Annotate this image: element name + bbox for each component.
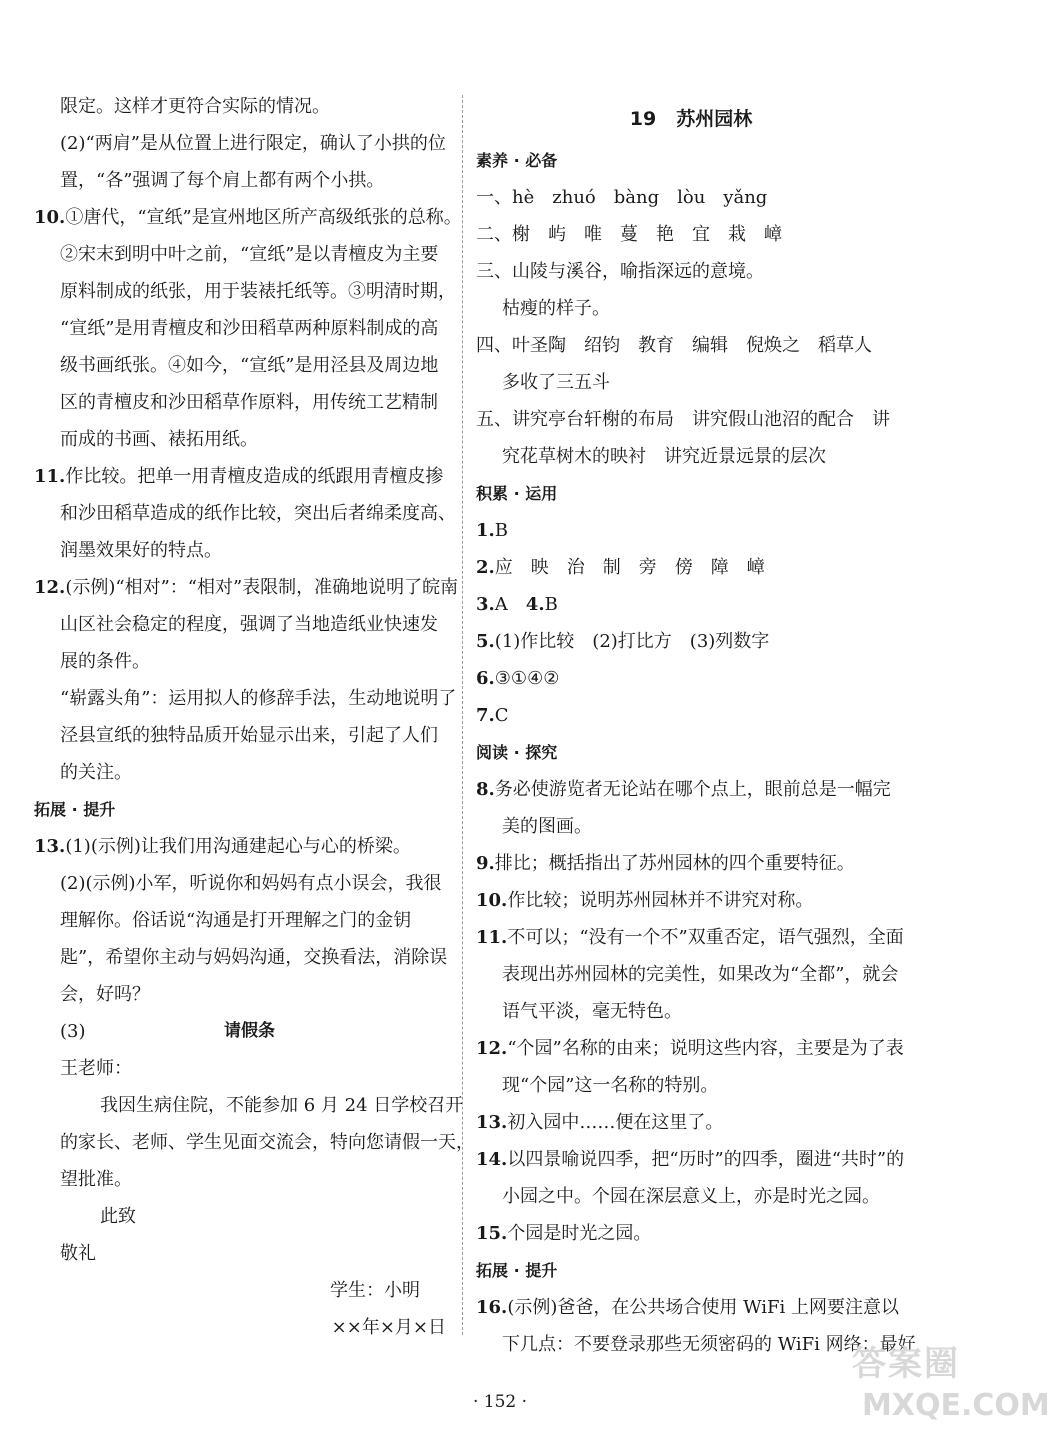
- answer-text: 区的青檀皮和沙田稻草作原料，用传统工艺精制: [60, 392, 438, 413]
- answer-text: 务必使游览者无论站在哪个点上，眼前总是一幅完: [494, 779, 891, 800]
- answer-text: A: [494, 594, 526, 615]
- answer-line: [476, 1326, 916, 1363]
- answer-text: 小园之中。个园在深层意义上，亦是时光之园。: [502, 1186, 880, 1207]
- answer-text: 应 映 治 制 旁 傍 障 嶂: [494, 557, 765, 578]
- answer-number: 10.: [476, 890, 508, 911]
- answer-line: [34, 458, 452, 495]
- answer-line: [34, 902, 452, 939]
- answer-text: 四、叶圣陶 绍钧 教育 编辑 倪焕之 稻草人: [476, 335, 872, 356]
- answer-number: 6.: [476, 668, 495, 689]
- watermark-url: MXQE.COM: [862, 1388, 1050, 1423]
- answer-line: [476, 549, 906, 586]
- answer-text: 表现出苏州园林的完美性，如果改为“全都”，就会: [502, 964, 899, 985]
- answer-line: [34, 88, 452, 125]
- answer-line: [476, 697, 906, 734]
- answer-number: 12.: [476, 1038, 508, 1059]
- answer-text: 枯瘦的样子。: [502, 298, 610, 319]
- section-heading: 素养 · 必备: [476, 151, 558, 170]
- answer-line: [476, 993, 906, 1030]
- answer-line: [476, 401, 906, 438]
- answer-line: [34, 236, 452, 273]
- answer-text: “崭露头角”：运用拟人的修辞手法，生动地说明了: [60, 688, 457, 709]
- answer-number: 14.: [476, 1149, 508, 1170]
- answer-text: 泾县宣纸的独特品质开始显示出来，引起了人们: [60, 725, 438, 746]
- answer-text: 级书画纸张。④如今，“宣纸”是用泾县及周边地: [60, 355, 439, 376]
- answer-text: 下几点：不要登录那些无须密码的 WiFi 网络；最好: [502, 1334, 916, 1355]
- answer-line: [476, 919, 906, 956]
- answer-line: [476, 771, 906, 808]
- answer-line: [34, 125, 452, 162]
- answer-line: [476, 1178, 906, 1215]
- left-column: [34, 88, 474, 1346]
- answer-number: 9.: [476, 853, 495, 874]
- leave-note-title: 请假条: [224, 1021, 275, 1041]
- answer-number: 3.: [476, 594, 495, 615]
- answer-line: [34, 828, 452, 865]
- answer-number: 7.: [476, 705, 495, 726]
- answer-line: [476, 179, 906, 216]
- answer-text: 初入园中……便在这里了。: [507, 1112, 724, 1133]
- answer-line: [476, 956, 906, 993]
- answer-text: 作比较；说明苏州园林并不讲究对称。: [507, 890, 814, 911]
- answer-text: 和沙田稻草造成的纸作比较，突出后者绵柔度高、: [60, 503, 456, 524]
- answer-line: [34, 606, 452, 643]
- answer-text: 而成的书画、裱拓用纸。: [60, 429, 258, 450]
- answer-text: 的关注。: [60, 762, 132, 783]
- answer-line: [476, 290, 906, 327]
- answer-line: [476, 512, 906, 549]
- answer-line: [34, 495, 456, 532]
- answer-text: 匙”，希望你主动与妈妈沟通，交换看法，消除误: [60, 947, 448, 968]
- answer-text: 排比；概括指出了苏州园林的四个重要特征。: [494, 853, 855, 874]
- answer-number: 4.: [525, 594, 545, 615]
- answer-text: 三、山陵与溪谷，喻指深远的意境。: [476, 261, 764, 282]
- answer-line: [34, 384, 452, 421]
- answer-text: (示例)“相对”：“相对”表限制，准确地说明了皖南: [65, 577, 459, 598]
- answer-text: (示例)爸爸，在公共场合使用 WiFi 上网要注意以: [507, 1297, 900, 1318]
- date-line: [34, 1309, 452, 1346]
- answer-line: [476, 1030, 906, 1067]
- answer-text: (1)作比较 (2)打比方 (3)列数字: [494, 631, 770, 652]
- section-heading: 阅读 · 探究: [476, 743, 558, 762]
- signature-line: [34, 1272, 452, 1309]
- answer-line: [34, 347, 452, 384]
- answer-line: [476, 660, 906, 697]
- answer-text: 我因生病住院，不能参加 6 月 24 日学校召开: [100, 1095, 464, 1116]
- answer-line: [476, 438, 906, 475]
- answer-line: [476, 216, 906, 253]
- answer-line: [34, 532, 452, 569]
- answer-text: 现“个园”这一名称的特别。: [502, 1075, 719, 1096]
- leave-note-label: (3): [60, 1021, 86, 1042]
- answer-text: ②宋末到明中叶之前，“宣纸”是以青檀皮为主要: [60, 244, 439, 265]
- answer-text: B: [494, 520, 509, 541]
- answer-line: [476, 253, 906, 290]
- answer-line: [476, 845, 906, 882]
- answer-line: [476, 808, 906, 845]
- answer-line: [476, 1289, 906, 1326]
- answer-text: 置，“各”强调了每个肩上都有两个小拱。: [60, 170, 385, 191]
- answer-text: 王老师：: [60, 1058, 132, 1079]
- answer-line: [34, 421, 452, 458]
- answer-text: (1)(示例)让我们用沟通建起心与心的桥梁。: [65, 836, 411, 857]
- answer-line: [476, 1067, 906, 1104]
- lesson-title: [476, 88, 906, 142]
- answer-line: [34, 680, 457, 717]
- page-number: · 152 ·: [472, 1392, 528, 1412]
- answer-number: 2.: [476, 557, 495, 578]
- answer-text: 的家长、老师、学生见面交流会，特向您请假一天，: [60, 1132, 474, 1153]
- answer-text: 原料制成的纸张，用于装裱托纸等。③明清时期，: [60, 281, 456, 302]
- answer-line: [476, 364, 906, 401]
- leave-note-title-row: [34, 1013, 452, 1050]
- answer-text: (2)“两肩”是从位置上进行限定，确认了小拱的位: [60, 133, 446, 154]
- answer-line: [476, 1215, 906, 1252]
- answer-text: 此致: [100, 1206, 136, 1227]
- right-column: [476, 88, 916, 1363]
- signature: 学生：小明: [330, 1280, 420, 1301]
- answer-text: 会，好吗？: [60, 984, 150, 1005]
- answer-line: [476, 586, 906, 623]
- answer-text: 多收了三五斗: [502, 372, 610, 393]
- answer-number: 11.: [476, 927, 508, 948]
- column-divider: [462, 95, 463, 1335]
- answer-text: 究花草树木的映衬 讲究近景远景的层次: [502, 446, 826, 467]
- answer-text: 展的条件。: [60, 651, 150, 672]
- answer-line: [476, 623, 906, 660]
- answer-line: [476, 1104, 906, 1141]
- answer-number: 16.: [476, 1297, 508, 1318]
- answer-line: [34, 1235, 452, 1272]
- answer-text: 限定。这样才更符合实际的情况。: [60, 96, 330, 117]
- answer-line: [34, 939, 452, 976]
- answer-line: [34, 199, 462, 236]
- section-heading: 积累 · 运用: [476, 484, 558, 503]
- answer-line: [34, 976, 452, 1013]
- answer-text: ①唐代，“宣纸”是宣州地区所产高级纸张的总称。: [65, 207, 462, 228]
- answer-text: B: [544, 594, 558, 615]
- answer-line: [34, 1087, 464, 1124]
- answer-text: 个园是时光之园。: [507, 1223, 652, 1244]
- answer-line: [34, 569, 459, 606]
- answer-line: [34, 1050, 452, 1087]
- answer-text: 二、榭 屿 唯 蔓 艳 宜 栽 嶂: [476, 224, 782, 245]
- section-heading: 拓展 · 提升: [476, 1261, 558, 1280]
- answer-text: 一、hè zhuó bàng lòu yǎng: [476, 187, 768, 208]
- lesson-number: 19: [629, 108, 657, 130]
- answer-text: (2)(示例)小军，听说你和妈妈有点小误会，我很: [60, 873, 442, 894]
- answer-line: [34, 273, 456, 310]
- answer-text: 润墨效果好的特点。: [60, 540, 222, 561]
- answer-line: [34, 717, 452, 754]
- answer-text: 五、讲究亭台轩榭的布局 讲究假山池沼的配合 讲: [476, 409, 890, 430]
- answer-number: 15.: [476, 1223, 508, 1244]
- answer-line: [34, 643, 452, 680]
- answer-text: 望批准。: [60, 1169, 132, 1190]
- answer-text: “宣纸”是用青檀皮和沙田稻草两种原料制成的高: [60, 318, 439, 339]
- answer-text: 山区社会稳定的程度，强调了当地造纸业快速发: [60, 614, 438, 635]
- answer-text: 美的图画。: [502, 816, 592, 837]
- watermark-text: 答案圈: [852, 1344, 960, 1384]
- answer-line: [34, 310, 452, 347]
- answer-text: 以四景喻说四季，把“历时”的四季，圈进“共时”的: [507, 1149, 905, 1170]
- answer-number: 13.: [476, 1112, 508, 1133]
- answer-number: 12.: [34, 577, 66, 598]
- answer-text: C: [494, 705, 509, 726]
- answer-text: 敬礼: [60, 1243, 96, 1264]
- answer-text: 语气平淡，毫无特色。: [502, 1001, 682, 1022]
- answer-number: 10.: [34, 207, 66, 228]
- answer-text: ③①④②: [494, 668, 560, 689]
- answer-number: 1.: [476, 520, 495, 541]
- section-heading: 拓展 · 提升: [34, 800, 116, 819]
- answer-text: 作比较。把单一用青檀皮造成的纸跟用青檀皮掺: [65, 466, 444, 487]
- answer-text: 理解你。俗话说“沟通是打开理解之门的金钥: [60, 910, 412, 931]
- answer-line: [34, 1124, 474, 1161]
- answer-line: [476, 1141, 906, 1178]
- answer-line: [34, 162, 452, 199]
- answer-number: 5.: [476, 631, 495, 652]
- watermark-logo: [852, 1336, 1050, 1431]
- lesson-name: 苏州园林: [676, 108, 753, 130]
- answer-text: “个园”名称的由来；说明这些内容，主要是为了表: [507, 1038, 904, 1059]
- answer-line: [34, 865, 452, 902]
- answer-line: [34, 1161, 452, 1198]
- answer-number: 13.: [34, 836, 66, 857]
- answer-line: [34, 1198, 452, 1235]
- answer-line: [476, 882, 906, 919]
- answer-line: [34, 754, 452, 791]
- answer-text: 不可以；“没有一个不”双重否定，语气强烈，全面: [507, 927, 904, 948]
- letter-date: ××年×月×日: [331, 1317, 446, 1338]
- answer-line: [476, 327, 906, 364]
- answer-number: 8.: [476, 779, 495, 800]
- answer-number: 11.: [34, 466, 66, 487]
